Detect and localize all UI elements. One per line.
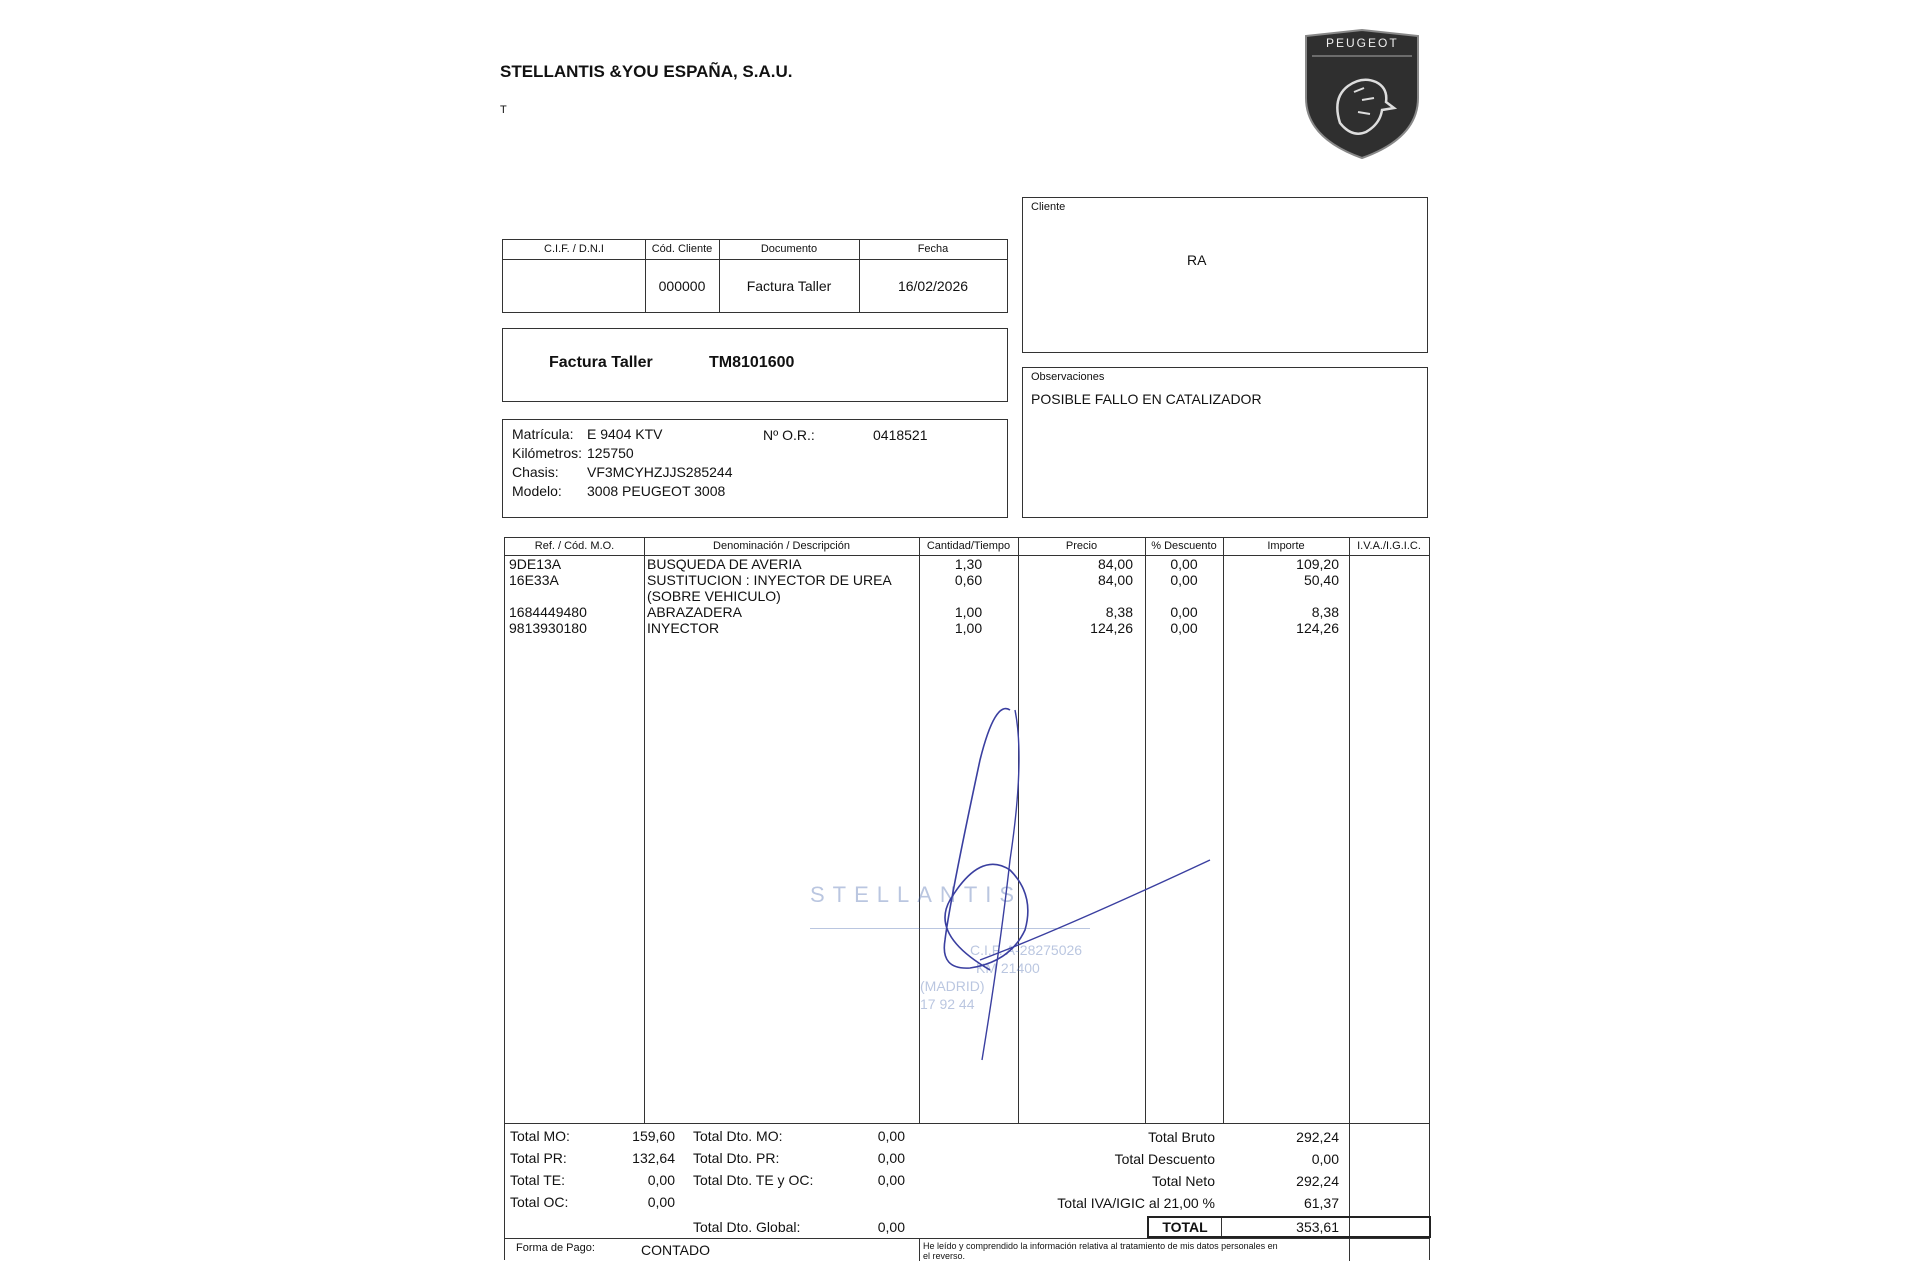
privacy-note: He leído y comprendido la información relativa al tratamiento de mis datos personales en bbox=[923, 1241, 1278, 1251]
row-ref: 16E33A bbox=[509, 572, 559, 588]
row-discount: 0,00 bbox=[1170, 620, 1198, 636]
row-amount: 50,40 bbox=[1303, 572, 1339, 588]
header-col-fecha: Fecha bbox=[917, 243, 949, 255]
or-value: 0418521 bbox=[873, 427, 928, 443]
observaciones-text: POSIBLE FALLO EN CATALIZADOR bbox=[1031, 391, 1262, 407]
row-desc: BUSQUEDA DE AVERIA bbox=[647, 556, 802, 572]
header-col-cif: C.I.F. / D.N.I bbox=[544, 243, 604, 255]
total-dto-teoc-label: Total Dto. TE y OC: bbox=[693, 1172, 814, 1188]
chasis-value: VF3MCYHZJJS285244 bbox=[587, 464, 733, 480]
total-iva-value: 61,37 bbox=[1303, 1195, 1339, 1211]
total-te-label: Total TE: bbox=[510, 1172, 565, 1188]
row-desc-2: (SOBRE VEHICULO) bbox=[647, 588, 781, 604]
row-amount: 109,20 bbox=[1296, 556, 1339, 572]
header-table bbox=[502, 239, 1008, 313]
row-qty: 1,30 bbox=[954, 556, 983, 572]
col-header-iva: I.V.A./I.G.I.C. bbox=[1357, 540, 1421, 552]
col-header-amount: Importe bbox=[1267, 540, 1305, 552]
cliente-label: Cliente bbox=[1031, 201, 1066, 213]
forma-pago-label: Forma de Pago: bbox=[516, 1242, 595, 1254]
total-oc-label: Total OC: bbox=[510, 1194, 569, 1210]
row-amount: 8,38 bbox=[1311, 604, 1339, 620]
header-val-codcliente: 000000 bbox=[658, 278, 706, 294]
cliente-value: RA bbox=[1187, 252, 1207, 268]
company-name: STELLANTIS &YOU ESPAÑA, S.A.U. bbox=[500, 62, 793, 81]
modelo-value: 3008 PEUGEOT 3008 bbox=[587, 483, 726, 499]
vehicle-box bbox=[502, 419, 1008, 518]
cliente-box bbox=[1022, 197, 1428, 353]
row-qty: 1,00 bbox=[954, 604, 983, 620]
total-dto-mo-label: Total Dto. MO: bbox=[693, 1128, 783, 1144]
forma-pago-value: CONTADO bbox=[641, 1242, 710, 1258]
header-val-fecha: 16/02/2026 bbox=[897, 278, 969, 294]
row-discount: 0,00 bbox=[1170, 572, 1198, 588]
total-bruto-value: 292,24 bbox=[1296, 1129, 1339, 1145]
stamp-brand: STELLANTIS bbox=[810, 882, 1023, 907]
col-header-price: Precio bbox=[1065, 540, 1098, 552]
company-address: T bbox=[500, 104, 507, 116]
total-oc-value: 0,00 bbox=[647, 1194, 675, 1210]
row-desc: INYECTOR bbox=[647, 620, 720, 636]
or-label: Nº O.R.: bbox=[763, 427, 815, 443]
invoice-number-box bbox=[502, 328, 1008, 402]
stamp-line-2: KM 21400 bbox=[976, 960, 1040, 976]
total-dto-mo-value: 0,00 bbox=[877, 1128, 905, 1144]
row-price: 8,38 bbox=[1105, 604, 1133, 620]
chasis-label: Chasis: bbox=[512, 464, 559, 480]
row-ref: 9813930180 bbox=[509, 620, 587, 636]
row-price: 84,00 bbox=[1097, 556, 1133, 572]
col-header-desc: Denominación / Descripción bbox=[713, 540, 850, 552]
total-descuento-value: 0,00 bbox=[1311, 1151, 1339, 1167]
total-pr-label: Total PR: bbox=[510, 1150, 567, 1166]
total-bruto-label: Total Bruto bbox=[1148, 1129, 1215, 1145]
col-header-qty: Cantidad/Tiempo bbox=[926, 540, 1011, 552]
total-iva-label: Total IVA/IGIC al 21,00 % bbox=[1057, 1195, 1215, 1211]
row-discount: 0,00 bbox=[1170, 556, 1198, 572]
stamp-line-4: 17 92 44 bbox=[920, 996, 975, 1012]
grand-total-box bbox=[1147, 1216, 1431, 1238]
peugeot-logo bbox=[1302, 28, 1422, 160]
total-mo-label: Total MO: bbox=[510, 1128, 570, 1144]
grand-total-value: 353,61 bbox=[1296, 1219, 1339, 1235]
modelo-label: Modelo: bbox=[512, 483, 562, 499]
signature bbox=[860, 700, 1220, 1070]
grand-total-label: TOTAL bbox=[1162, 1219, 1208, 1235]
total-descuento-label: Total Descuento bbox=[1114, 1151, 1215, 1167]
col-header-ref: Ref. / Cód. M.O. bbox=[534, 540, 615, 552]
row-price: 84,00 bbox=[1097, 572, 1133, 588]
total-dto-pr-label: Total Dto. PR: bbox=[693, 1150, 780, 1166]
total-dto-teoc-value: 0,00 bbox=[877, 1172, 905, 1188]
matricula-label: Matrícula: bbox=[512, 426, 574, 442]
row-qty: 1,00 bbox=[954, 620, 983, 636]
observaciones-label: Observaciones bbox=[1031, 371, 1105, 383]
privacy-note-2: el reverso. bbox=[923, 1251, 966, 1261]
total-dto-pr-value: 0,00 bbox=[877, 1150, 905, 1166]
header-col-documento: Documento bbox=[760, 243, 818, 255]
row-qty: 0,60 bbox=[954, 572, 983, 588]
total-pr-value: 132,64 bbox=[632, 1150, 675, 1166]
total-neto-label: Total Neto bbox=[1151, 1173, 1215, 1189]
total-mo-value: 159,60 bbox=[632, 1128, 675, 1144]
stamp-line-3: (MADRID) bbox=[920, 978, 985, 994]
observaciones-box bbox=[1022, 367, 1428, 518]
total-dto-global-value: 0,00 bbox=[877, 1219, 905, 1235]
header-val-documento: Factura Taller bbox=[746, 278, 832, 294]
invoice-type: Factura Taller bbox=[549, 354, 653, 371]
row-price: 124,26 bbox=[1090, 620, 1133, 636]
header-col-codcliente: Cód. Cliente bbox=[651, 243, 713, 255]
row-ref: 9DE13A bbox=[509, 556, 562, 572]
row-ref: 1684449480 bbox=[509, 604, 587, 620]
total-neto-value: 292,24 bbox=[1296, 1173, 1339, 1189]
logo-text: PEUGEOT bbox=[1326, 36, 1399, 50]
row-discount: 0,00 bbox=[1170, 604, 1198, 620]
total-te-value: 0,00 bbox=[647, 1172, 675, 1188]
matricula-value: E 9404 KTV bbox=[587, 426, 663, 442]
row-desc: SUSTITUCION : INYECTOR DE UREA bbox=[647, 572, 892, 588]
invoice-number: TM8101600 bbox=[709, 354, 795, 371]
row-amount: 124,26 bbox=[1296, 620, 1339, 636]
total-dto-global-label: Total Dto. Global: bbox=[693, 1219, 801, 1235]
row-desc: ABRAZADERA bbox=[647, 604, 742, 620]
stamp-line-1: C.I.F. A-28275026 bbox=[970, 942, 1083, 958]
km-label: Kilómetros: bbox=[512, 445, 583, 461]
col-header-discount: % Descuento bbox=[1151, 540, 1217, 552]
km-value: 125750 bbox=[587, 445, 634, 461]
